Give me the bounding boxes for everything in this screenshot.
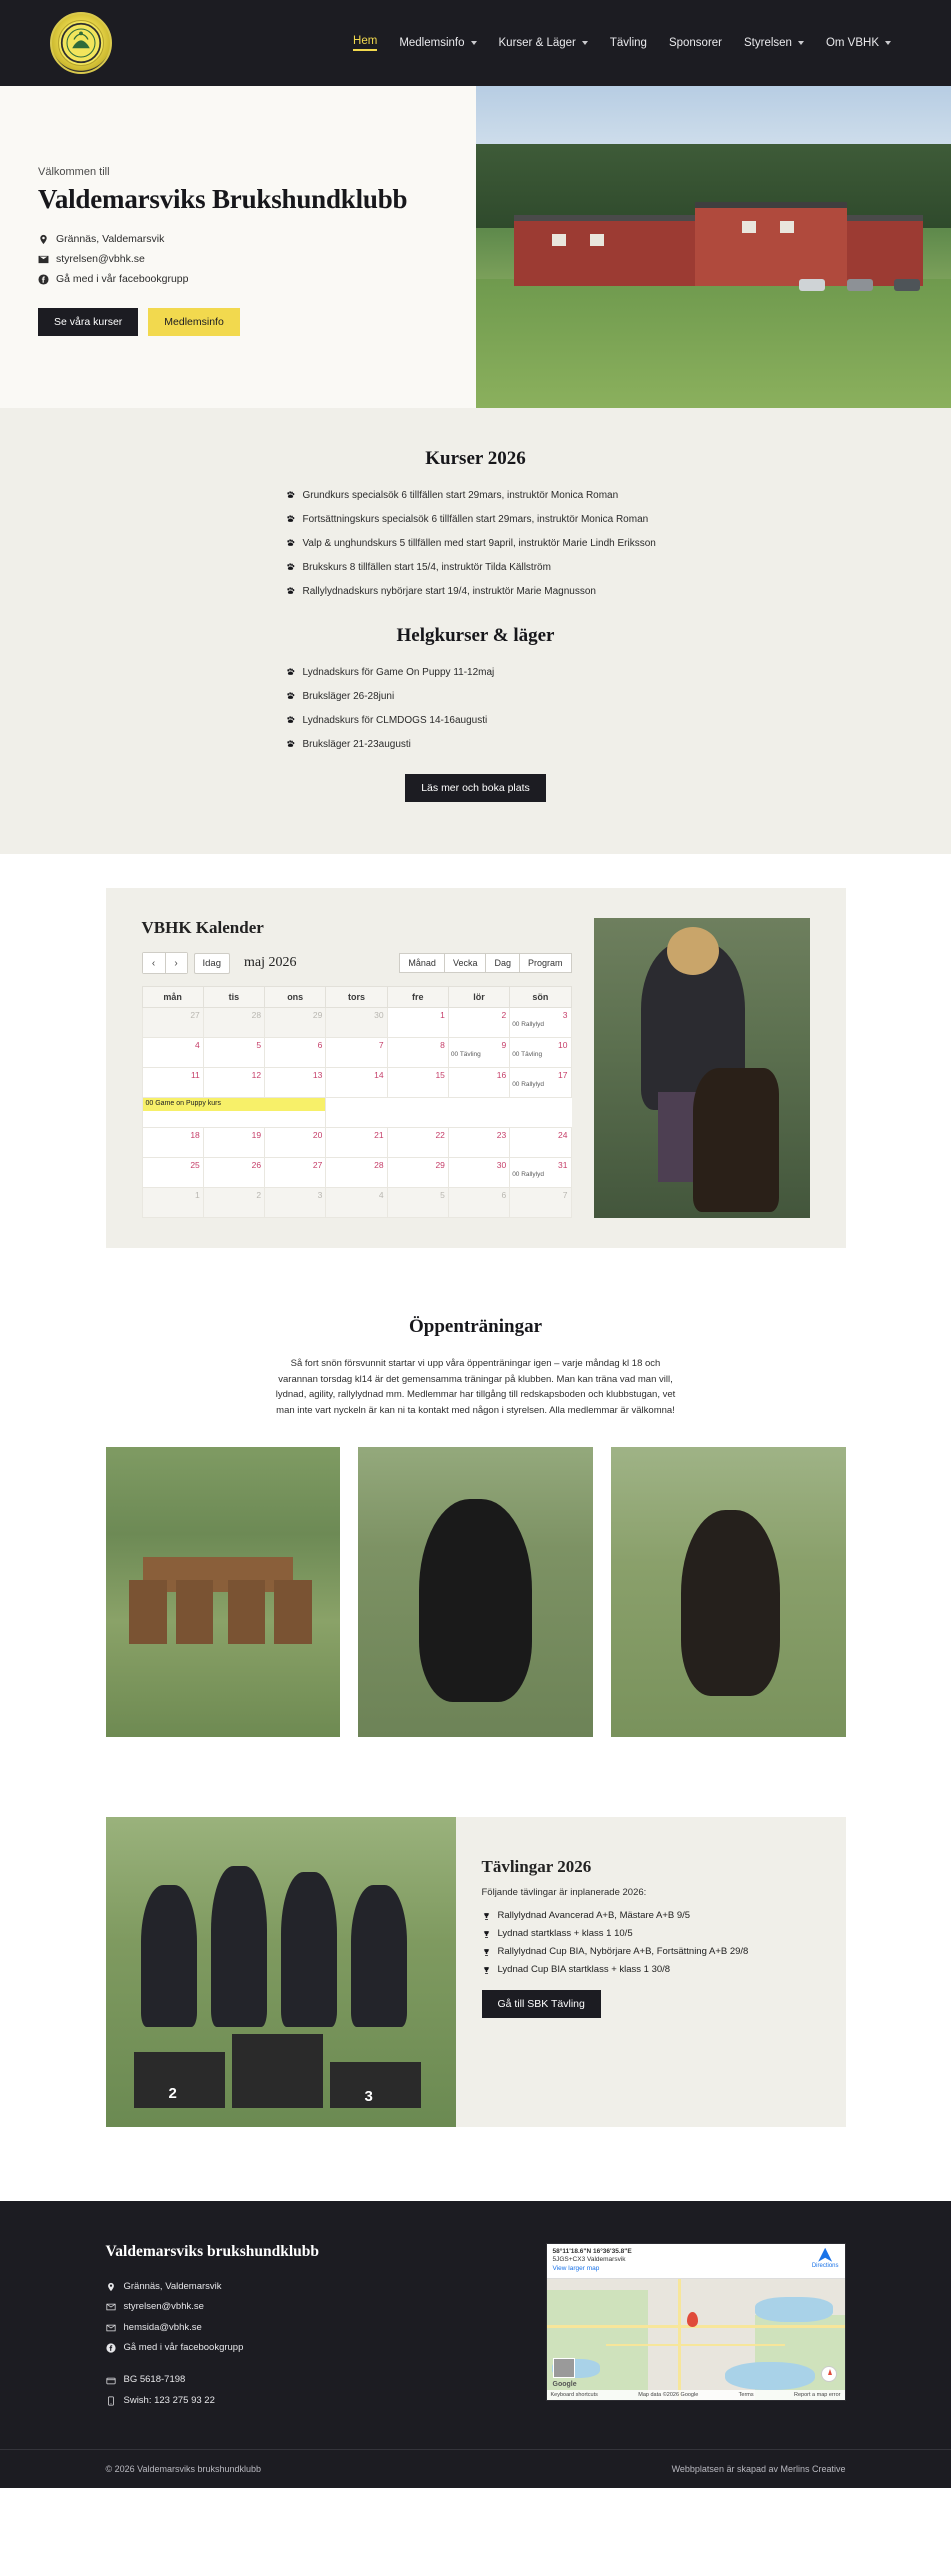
footer-swish [106,2391,520,2411]
weekday-wed: ons [265,987,326,1008]
day-number: 14 [374,1070,384,1080]
calendar-section [0,854,951,1294]
calendar-week-row [142,1158,571,1188]
calendar-day-cell[interactable] [387,1188,448,1218]
map-keyboard-shortcuts[interactable]: Keyboard shortcuts [550,2391,598,2398]
calendar-day-cell[interactable] [265,1188,326,1218]
calendar-month-label: maj 2026 [244,955,297,970]
gallery-photo-black-dog [358,1447,593,1737]
calendar-event[interactable]: 00 Tävling [512,1051,543,1058]
map-data-attribution: Map data ©2026 Google [638,2391,699,2398]
competition-text: Rallylydnad Cup BIA, Nybörjare A+B, Fortsättning A+B 29/8 [497,1945,749,1957]
list-item [286,488,666,503]
contact-facebook-text: Gå med i vår facebookgrupp [56,272,189,285]
credit-text: Webbplatsen är skapad av Merlins Creative [671,2464,846,2475]
weekday-sun: sön [510,987,571,1008]
nav-item-kurser-lager[interactable] [499,37,588,49]
calendar-day-cell[interactable] [510,1038,571,1068]
calendar-day-cell[interactable] [448,1068,509,1098]
competitions-card [106,1817,846,2127]
calendar-day-cell[interactable] [326,1188,387,1218]
weekend-course-text: Bruksläger 21-23augusti [302,739,411,750]
calendar-day-cell[interactable] [142,1128,203,1158]
copyright-text: © 2026 Valdemarsviks brukshundklubb [105,2464,262,2475]
paw-icon [286,715,295,724]
competitions-heading: Tävlingar 2026 [481,1856,592,1876]
course-text: Valp & unghundskurs 5 tillfällen med start 9april, instruktör Marie Lindh Eriksson [302,538,656,549]
photo-gallery [106,1447,846,1737]
envelope-icon [106,2302,116,2312]
phone-icon [106,2396,116,2406]
course-text: Brukskurs 8 tillfällen start 15/4, instruktör Tilda Källström [302,562,551,573]
footer-bankgiro-text: BG 5618-7198 [123,2374,186,2386]
calendar-day-cell[interactable] [510,1128,571,1158]
weekday-tue: tis [203,987,264,1008]
hero-section [0,86,951,408]
location-pin-icon [106,2282,116,2292]
map-directions-button[interactable] [812,2248,839,2269]
day-number: 27 [312,1160,323,1170]
calendar-week-row [142,1188,571,1218]
calendar-view-month[interactable]: Månad [399,953,445,973]
course-text: Rallylydnadskurs nybörjare start 19/4, instruktör Marie Magnusson [302,586,596,597]
courses-heading: Kurser 2026 [425,448,526,469]
calendar-day-cell[interactable] [326,1128,387,1158]
day-number: 17 [558,1070,568,1080]
nav-label: Sponsorer [668,37,723,49]
facebook-icon [38,274,49,285]
footer-address-text: Grännäs, Valdemarsvik [123,2280,222,2292]
calendar-toolbar[interactable] [142,952,572,974]
weekday-thu: tors [326,987,387,1008]
list-item [286,737,666,752]
list-item [482,1910,812,1921]
list-item [286,512,666,527]
open-training-section [0,1294,951,1787]
footer-swish-text: Swish: 123 275 93 22 [123,2394,215,2406]
calendar-day-cell[interactable] [326,1008,387,1038]
day-number: 8 [440,1040,445,1050]
calendar-day-cell[interactable] [387,1008,448,1038]
facebook-icon [106,2343,116,2353]
club-logo[interactable] [50,12,112,74]
calendar-weekday-header [142,987,571,1008]
list-item [482,1928,812,1939]
map-info-card [547,2244,845,2279]
day-number: 3 [317,1190,323,1200]
calendar-view-switcher[interactable] [399,953,571,973]
hero-welcome: Välkommen till [38,166,110,178]
paw-icon [286,667,295,676]
day-number: 23 [496,1130,507,1140]
day-number: 2 [256,1190,262,1200]
paw-icon [286,490,295,499]
list-item [482,1964,812,1975]
footer-address [106,2277,520,2297]
calendar-week-row [142,1128,571,1158]
day-number: 9 [501,1040,507,1050]
calendar-day-cell[interactable] [510,1068,571,1098]
calendar-week-row-spanning [142,1098,571,1128]
podium-number-2: 2 [168,2084,177,2102]
weekday-sat: lör [448,987,509,1008]
calendar-day-cell[interactable] [265,1038,326,1068]
credit-card-icon [106,2376,116,2386]
day-number: 7 [562,1190,568,1200]
map-larger-link[interactable]: View larger map [552,2265,600,2273]
paw-icon [286,538,295,547]
day-number: 6 [501,1190,507,1200]
list-item [482,1946,812,1957]
day-number: 25 [190,1160,200,1170]
nav-label: Hem [353,35,378,47]
day-number: 28 [374,1160,384,1170]
footer-facebook[interactable] [106,2338,520,2358]
calendar-event[interactable]: 00 Rallylyd [512,1021,544,1028]
calendar-week-row [142,1038,571,1068]
nav-label: Om VBHK [825,37,879,49]
weekday-mon: mån [142,987,203,1008]
contact-address-text: Grännäs, Valdemarsvik [56,232,165,245]
weekend-course-text: Lydnadskurs för CLMDOGS 14-16augusti [302,715,488,726]
calendar-day-cell[interactable] [448,1038,509,1068]
day-number: 10 [558,1040,568,1050]
calendar-event[interactable]: 00 Rallylyd [512,1081,544,1088]
nav-item-sponsorer[interactable] [669,37,722,49]
competition-text: Rallylydnad Avancerad A+B, Mästare A+B 9/5 [497,1909,691,1921]
day-number: 31 [558,1160,568,1170]
paw-icon [286,562,295,571]
chevron-down-icon [885,41,891,45]
nav-label: Styrelsen [744,37,792,49]
day-number: 30 [374,1010,384,1020]
chevron-down-icon [582,41,588,45]
day-number: 2 [501,1010,507,1020]
list-item [286,560,666,575]
calendar-day-cell[interactable] [265,1008,326,1038]
calendar-next-button[interactable]: › [165,953,187,973]
courses-list [286,488,666,599]
calendar-day-cell[interactable] [387,1128,448,1158]
footer-info [106,2243,520,2412]
calendar-day-cell[interactable] [387,1038,448,1068]
footer-facebook-text: Gå med i vår facebookgrupp [123,2341,244,2353]
day-number: 20 [312,1130,323,1140]
day-number: 29 [435,1160,445,1170]
weekend-courses-list [286,665,666,752]
day-number: 4 [378,1190,384,1200]
gallery-photo-brown-dog [611,1447,846,1737]
open-training-heading: Öppenträningar [408,1316,543,1337]
calendar-panel [142,918,572,1218]
trophy-icon [482,1948,491,1957]
weekend-course-text: Bruksläger 26-28juni [302,691,395,702]
map-terms[interactable]: Terms [738,2391,754,2398]
footer-bottom-bar [0,2449,951,2488]
contact-address [38,230,476,250]
calendar-day-cell[interactable] [265,1128,326,1158]
calendar-day-cell[interactable] [387,1068,448,1098]
calendar-event[interactable]: 00 Tävling [450,1051,481,1058]
weekend-course-text: Lydnadskurs för Game On Puppy 11-12maj [302,667,495,678]
calendar-spacer [326,1098,571,1128]
day-number: 24 [558,1130,568,1140]
gallery-photo-clubyard [106,1447,341,1737]
paw-icon [286,739,295,748]
day-number: 26 [251,1160,262,1170]
nav-label: Kurser & Läger [498,37,576,49]
day-number: 3 [562,1010,568,1020]
calendar-day-cell[interactable] [142,1068,203,1098]
day-number: 7 [378,1040,384,1050]
calendar-day-cell[interactable] [448,1188,509,1218]
calendar-nav-group[interactable] [142,952,188,974]
calendar-title: VBHK Kalender [141,918,264,937]
footer-title: Valdemarsviks brukshundklubb [105,2242,320,2260]
see-courses-button[interactable]: Se våra kurser [38,308,138,336]
footer-bankgiro [106,2370,520,2390]
handler-dog-photo [594,918,810,1218]
day-number: 28 [251,1010,262,1020]
day-number: 19 [251,1130,262,1140]
footer-map[interactable] [546,2243,846,2401]
hero-text-block [0,86,476,408]
day-number: 16 [496,1070,507,1080]
nav-label: Tävling [609,37,647,49]
map-compass-icon[interactable] [821,2366,837,2382]
calendar-day-cell[interactable] [326,1068,387,1098]
map-streetview-thumb[interactable] [553,2358,575,2378]
calendar-view-agenda[interactable]: Program [520,953,572,973]
podium-photo [106,1817,456,2127]
site-header [0,0,951,86]
weekend-courses-heading: Helgkurser & läger [396,625,555,646]
day-number: 27 [190,1010,200,1020]
hero-photo-clubhouse [476,86,951,408]
calendar-day-cell[interactable] [203,1008,264,1038]
paw-icon [286,514,295,523]
day-number: 18 [190,1130,200,1140]
calendar-day-cell[interactable] [510,1008,571,1038]
footer-email[interactable] [106,2297,520,2317]
trophy-icon [482,1912,491,1921]
nav-item-om-vbhk[interactable] [826,37,891,49]
competition-text: Lydnad startklass + klass 1 10/5 [497,1927,633,1939]
calendar-day-cell[interactable] [203,1158,264,1188]
calendar-today-button[interactable]: Idag [194,953,231,974]
map-attribution-bar [547,2390,845,2400]
calendar-day-cell[interactable] [387,1158,448,1188]
paw-icon [286,586,295,595]
page-title: Valdemarsviks Brukshundklubb [38,184,408,214]
trophy-icon [482,1930,491,1939]
day-number: 4 [195,1040,200,1050]
list-item [286,665,666,680]
list-item [286,536,666,551]
calendar-day-cell[interactable] [448,1158,509,1188]
directions-arrow-icon [818,2248,832,2262]
map-report-error[interactable]: Report a map error [794,2391,841,2398]
list-item [286,689,666,704]
calendar-day-cell[interactable] [448,1008,509,1038]
calendar-day-cell[interactable] [326,1038,387,1068]
site-footer [0,2201,951,2489]
calendar-day-cell[interactable] [203,1188,264,1218]
day-number: 12 [251,1070,262,1080]
calendar-week-row [142,1008,571,1038]
calendar-photo-handler-dog [594,918,810,1218]
nav-item-hem[interactable] [353,35,377,51]
calendar-day-cell[interactable] [510,1158,571,1188]
courses-section [0,408,951,854]
competitions-body [456,1817,846,2127]
calendar-spanning-event-cell[interactable] [142,1098,326,1128]
calendar-day-cell[interactable] [142,1158,203,1188]
day-number: 22 [435,1130,445,1140]
footer-website-email[interactable] [106,2318,520,2338]
calendar-day-cell[interactable] [142,1038,203,1068]
chevron-down-icon [471,41,477,45]
hero-cta-group [38,308,476,336]
sbk-tavling-button[interactable]: Gå till SBK Tävling [482,1990,601,2018]
location-pin-icon [38,234,49,245]
calendar-day-cell[interactable] [510,1188,571,1218]
envelope-icon [38,254,49,265]
day-number: 5 [256,1040,262,1050]
calendar-day-cell[interactable] [142,1008,203,1038]
calendar-grid[interactable] [142,986,572,1218]
competitions-section [0,1787,951,2171]
open-training-body: Så fort snön försvunnit startar vi upp våra öppenträningar igen – varje måndag kl 18 och varannan torsdag kl14 är det gemensamma träningar på klubben. Man kan träna vad man vill, lydnad, agility, rallylydnad mm. Medlemmar har tillgång till redskapsboden och klubbstugan, vet man inte vart nyckeln är kan ni ta kontakt med någon i styrelsen. Alla medlemmar är välkomna! [275,1358,676,1417]
day-number: 21 [374,1130,384,1140]
calendar-event[interactable]: 00 Rallylyd [512,1171,544,1178]
main-navigation[interactable] [353,35,901,51]
competitions-list [482,1910,812,1975]
contact-facebook[interactable] [38,270,476,290]
weekday-fri: fre [387,987,448,1008]
day-number: 6 [317,1040,323,1050]
course-text: Fortsättningskurs specialsök 6 tillfällen start 29mars, instruktör Monica Roman [302,514,649,525]
contact-email-text: styrelsen@vbhk.se [56,252,145,265]
footer-website-text: hemsida@vbhk.se [123,2321,202,2333]
calendar-day-cell[interactable] [203,1128,264,1158]
day-number: 1 [195,1190,200,1200]
podium-number-3: 3 [364,2088,373,2105]
day-number: 11 [190,1070,200,1080]
day-number: 1 [440,1010,445,1020]
clubhouse-photo [476,86,951,408]
map-google-logo: Google [552,2380,577,2388]
footer-content [106,2243,846,2412]
nav-item-tavling[interactable] [610,37,647,49]
nav-label: Medlemsinfo [399,37,465,49]
day-number: 5 [440,1190,445,1200]
calendar-day-cell[interactable] [265,1068,326,1098]
member-info-button[interactable]: Medlemsinfo [148,308,240,336]
calendar-day-cell[interactable] [203,1068,264,1098]
map-coordinates: 58°11'18.6"N 16°36'35.8"E [552,2247,632,2255]
calendar-card [106,888,846,1248]
day-number: 13 [312,1070,323,1080]
map-location-pin-icon [687,2312,698,2327]
day-number: 29 [312,1010,323,1020]
chevron-down-icon [798,41,804,45]
envelope-icon [106,2323,116,2333]
calendar-day-cell[interactable] [448,1128,509,1158]
course-text: Grundkurs specialsök 6 tillfällen start 29mars, instruktör Monica Roman [302,490,619,501]
nav-item-medlemsinfo[interactable] [399,37,476,49]
contact-email[interactable] [38,250,476,270]
booking-cta-wrap [0,774,951,802]
calendar-day-cell[interactable] [265,1158,326,1188]
nav-item-styrelsen[interactable] [744,37,804,49]
trophy-icon [482,1966,491,1975]
read-more-book-button[interactable]: Läs mer och boka plats [405,774,546,802]
calendar-day-cell[interactable] [142,1188,203,1218]
calendar-day-cell[interactable] [203,1038,264,1068]
paw-icon [286,691,295,700]
calendar-day-cell[interactable] [326,1158,387,1188]
calendar-week-row [142,1068,571,1098]
footer-email-text: styrelsen@vbhk.se [123,2301,204,2313]
logo-emblem-icon [58,20,104,66]
hero-contact-list [38,230,476,290]
competitions-lead: Följande tävlingar är inplanerade 2026: [481,1886,647,1898]
day-number: 30 [496,1160,507,1170]
map-directions-label: Directions [811,2262,839,2269]
map-plus-code: 5JGS+CX3 Valdemarsvik [552,2256,626,2264]
day-number: 15 [435,1070,445,1080]
calendar-prev-button[interactable]: ‹ [143,953,165,973]
competition-text: Lydnad Cup BIA startklass + klass 1 30/8 [497,1963,671,1975]
list-item [286,584,666,599]
calendar-view-week[interactable]: Vecka [445,953,487,973]
list-item [286,713,666,728]
calendar-spanning-event[interactable]: 00 Game on Puppy kurs [143,1098,326,1111]
calendar-view-day[interactable]: Dag [486,953,520,973]
